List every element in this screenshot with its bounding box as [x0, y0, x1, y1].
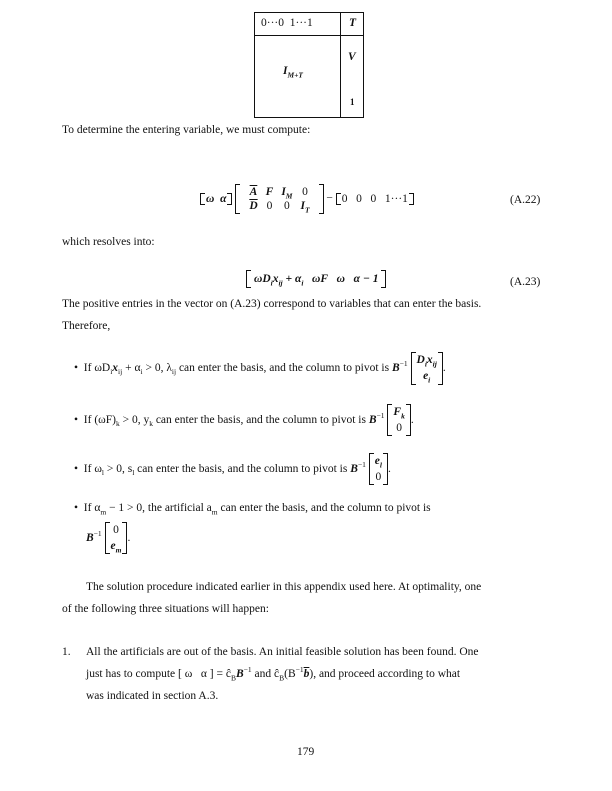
tableau-identity: $I_{M+T}$ — [283, 65, 304, 80]
list-item-number: 1. — [62, 646, 71, 658]
bullet-pivot-column: $B^{-1}$ 0 $e_m$ . — [86, 524, 131, 555]
bullet-item: • If $(\omega F)_k > 0$, $y_k$ can enter the basis, and the column to pivot is $B^{-1}$ $F_k$ 0 . — [74, 406, 414, 435]
therefore-text: Therefore, — [62, 320, 111, 332]
equation-a22: ω α $\overline{A}$ F $I_M$ 0 $\overline{D}$ 0 0 $I_T - 0$ 0 0 1···1 — [200, 184, 414, 214]
bullet-item: • If $\omega_l > 0$, $s_l$ can enter the basis, and the column to pivot is $B^{-1}$ $e_l$ 0 . — [74, 455, 391, 484]
equation-label-a23: (A.23) — [510, 276, 541, 288]
tableau-row1-right: T — [349, 17, 357, 29]
paragraph-positive-entries: The positive entries in the vector on (A.23) correspond to variables that can enter the basis. — [62, 298, 482, 310]
bullet-item: • If $\alpha_m - 1 > 0$, the artificial $a_m$ can enter the basis, and the column to pivot is — [74, 502, 431, 517]
tableau-table — [254, 12, 364, 118]
equation-a23: $\omega D_ix_{ij} + \alpha_i$ ωF ω α − 1 — [246, 270, 386, 288]
list-item-line3: was indicated in section A.3. — [86, 690, 219, 702]
paragraph-solution-line1: The solution procedure indicated earlier in this appendix used here. At optimality, one — [86, 581, 482, 593]
resolves-text: which resolves into: — [62, 236, 155, 248]
intro-text: To determine the entering variable, we must compute: — [62, 124, 311, 136]
page-number: 179 — [297, 746, 315, 758]
bullet-item: • If $\omega D_ix_{ij} + \alpha_i > 0$, $\lambda_{ij}$ can enter the basis, and the column to pivot is $B^{-1}$ $D_ix_{ij}$ $e_i$ . — [74, 354, 446, 385]
equation-label-a22: (A.22) — [510, 194, 541, 206]
tableau-row1-left: 0···0 1···1 — [261, 17, 313, 29]
tableau-one: 1 — [350, 97, 355, 107]
paragraph-solution-line2: of the following three situations will happen: — [62, 603, 269, 615]
list-item-line2: just has to compute [ ω α ] = $ĉ_BB^{-1}$ and $ĉ_B(B^{-1}\overline{b})$, and proceed according to what — [86, 665, 461, 683]
list-item-line1: All the artificials are out of the basis. An initial feasible solution has been found. One — [86, 646, 479, 658]
tableau-v: V — [348, 51, 356, 63]
